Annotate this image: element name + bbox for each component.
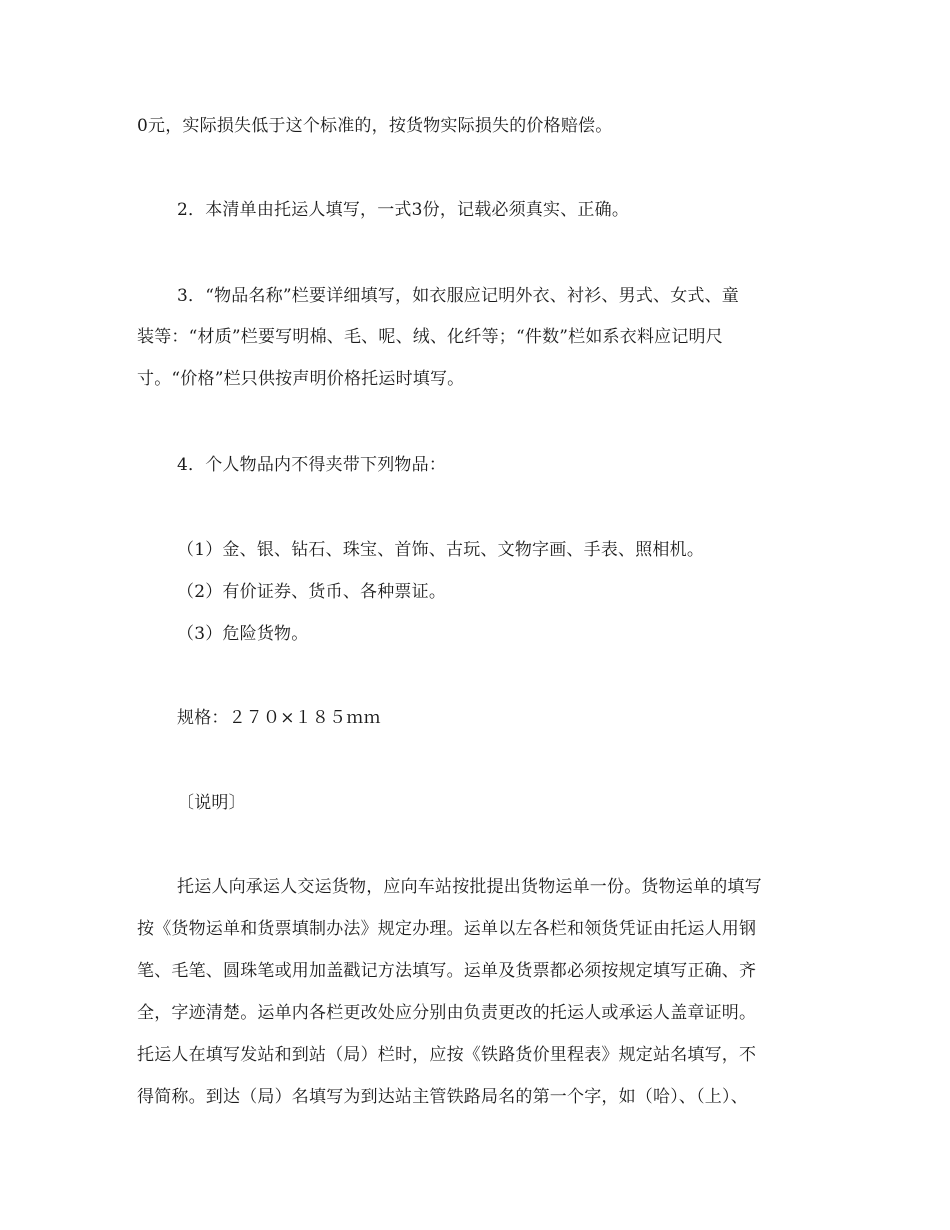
note-heading: 〔说明〕 xyxy=(177,793,246,813)
paragraph-item-2: 2．本清单由托运人填写，一式3份，记载必须真实、正确。 xyxy=(177,200,630,220)
list-item-prohibited-3: （3）危险货物。 xyxy=(177,624,309,644)
note-line-4: 全，字迹清楚。运单内各栏更改处应分别由负责更改的托运人或承运人盖章证明。 xyxy=(137,1003,757,1023)
paragraph-item-3-line-1: 3．“物品名称”栏要详细填写，如衣服应记明外衣、衬衫、男式、女式、童 xyxy=(177,286,739,306)
paragraph-item-3-line-3: 寸。“价格”栏只供按声明价格托运时填写。 xyxy=(137,369,465,389)
paragraph-compensation-tail: 0元，实际损失低于这个标准的，按货物实际损失的价格赔偿。 xyxy=(137,116,613,136)
paragraph-item-3-line-2: 装等：“材质”栏要写明棉、毛、呢、绒、化纤等；“件数”栏如系衣料应记明尺 xyxy=(137,327,723,347)
note-line-1: 托运人向承运人交运货物，应向车站按批提出货物运单一份。货物运单的填写 xyxy=(177,877,762,897)
list-item-prohibited-2: （2）有价证券、货币、各种票证。 xyxy=(177,582,447,602)
list-item-prohibited-1: （1）金、银、钻石、珠宝、首饰、古玩、文物字画、手表、照相机。 xyxy=(177,540,705,560)
note-line-2: 按《货物运单和货票填制办法》规定办理。运单以左各栏和领货凭证由托运人用钢 xyxy=(137,919,757,939)
note-line-6: 得简称。到达（局）名填写为到达站主管铁路局名的第一个字，如（哈）、（上）、 xyxy=(137,1087,748,1107)
note-line-5: 托运人在填写发站和到站（局）栏时，应按《铁路货价里程表》规定站名填写，不 xyxy=(137,1045,757,1065)
paragraph-item-4: 4．个人物品内不得夹带下列物品： xyxy=(177,455,447,475)
note-line-3: 笔、毛笔、圆珠笔或用加盖戳记方法填写。运单及货票都必须按规定填写正确、齐 xyxy=(137,961,757,981)
specification-line: 规格：２７０×１８５ｍｍ xyxy=(177,708,381,728)
